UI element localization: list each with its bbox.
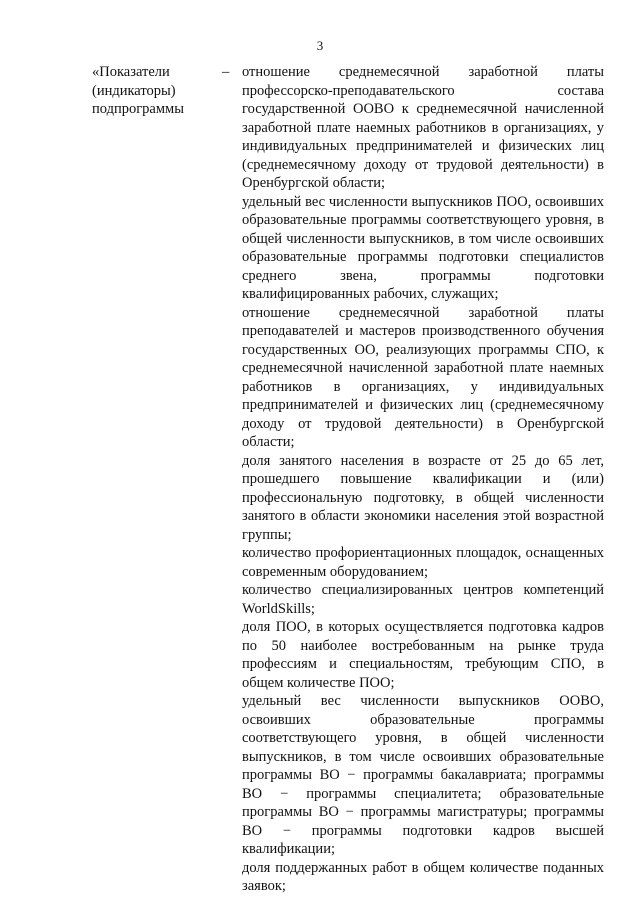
indicator-paragraph: удельный вес численности выпускников ООВО, освоивших образовательные программы соответствующего уровня, в общей численности выпускников, в том числе освоивших образовательные программы ВО − программы бакалавриата; программы ВО − программы специалитета; образовательные программы ВО − программы магистратуры; программы ВО − программы подготовки кадров высшей квалификации; bbox=[242, 693, 604, 857]
indicator-paragraph: доля занятого населения в возрасте от 25 до 65 лет, прошедшего повышение квалификации и (или) профессиональную подготовку, в общей численности занятого в области экономики населения этой возрастной группы; bbox=[242, 452, 604, 543]
indicators-list bbox=[242, 63, 604, 896]
indicator-paragraph: отношение среднемесячной заработной платы преподавателей и мастеров производственного обучения государственных ОО, реализующих программы СПО, к среднемесячной начисленной заработной плате наемных работников в организациях, у индивидуальных предпринимателей и физических лиц (среднемесячному доходу от трудовой деятельности) в Оренбургской области; bbox=[242, 304, 604, 450]
dash-separator: – bbox=[222, 64, 230, 80]
indicator-paragraph: удельный вес численности выпускников ПОО, освоивших образовательные программы соответствующего уровня, в общей численности выпускников, в том числе освоивших образовательные программы подготовки специалистов среднего звена, программы подготовки квалифицированных рабочих, служащих; bbox=[242, 193, 604, 302]
left-heading: «Показатели (индикаторы) подпрограммы bbox=[92, 64, 184, 117]
indicator-paragraph: отношение среднемесячной заработной платы профессорско-преподавательского состава государственной ООВО к среднемесячной начисленной заработной плате наемных работников в организациях, у индивидуальных предпринимателей и физических лиц (среднемесячному доходу от трудовой деятельности) в Оренбургской области; bbox=[242, 64, 604, 191]
indicator-paragraph: количество специализированных центров компетенций WorldSkills; bbox=[242, 582, 604, 617]
indicator-paragraph: доля ПОО, в которых осуществляется подготовка кадров по 50 наиболее востребованным на рынке труда профессиям и специальностям, требующим СПО, в общем количестве ПОО; bbox=[242, 619, 604, 691]
indicator-paragraph: количество профориентационных площадок, оснащенных современным оборудованием; bbox=[242, 545, 604, 580]
page-number: 3 bbox=[316, 38, 324, 53]
indicator-paragraph: доля поддержанных работ в общем количестве поданных заявок; bbox=[242, 859, 604, 894]
